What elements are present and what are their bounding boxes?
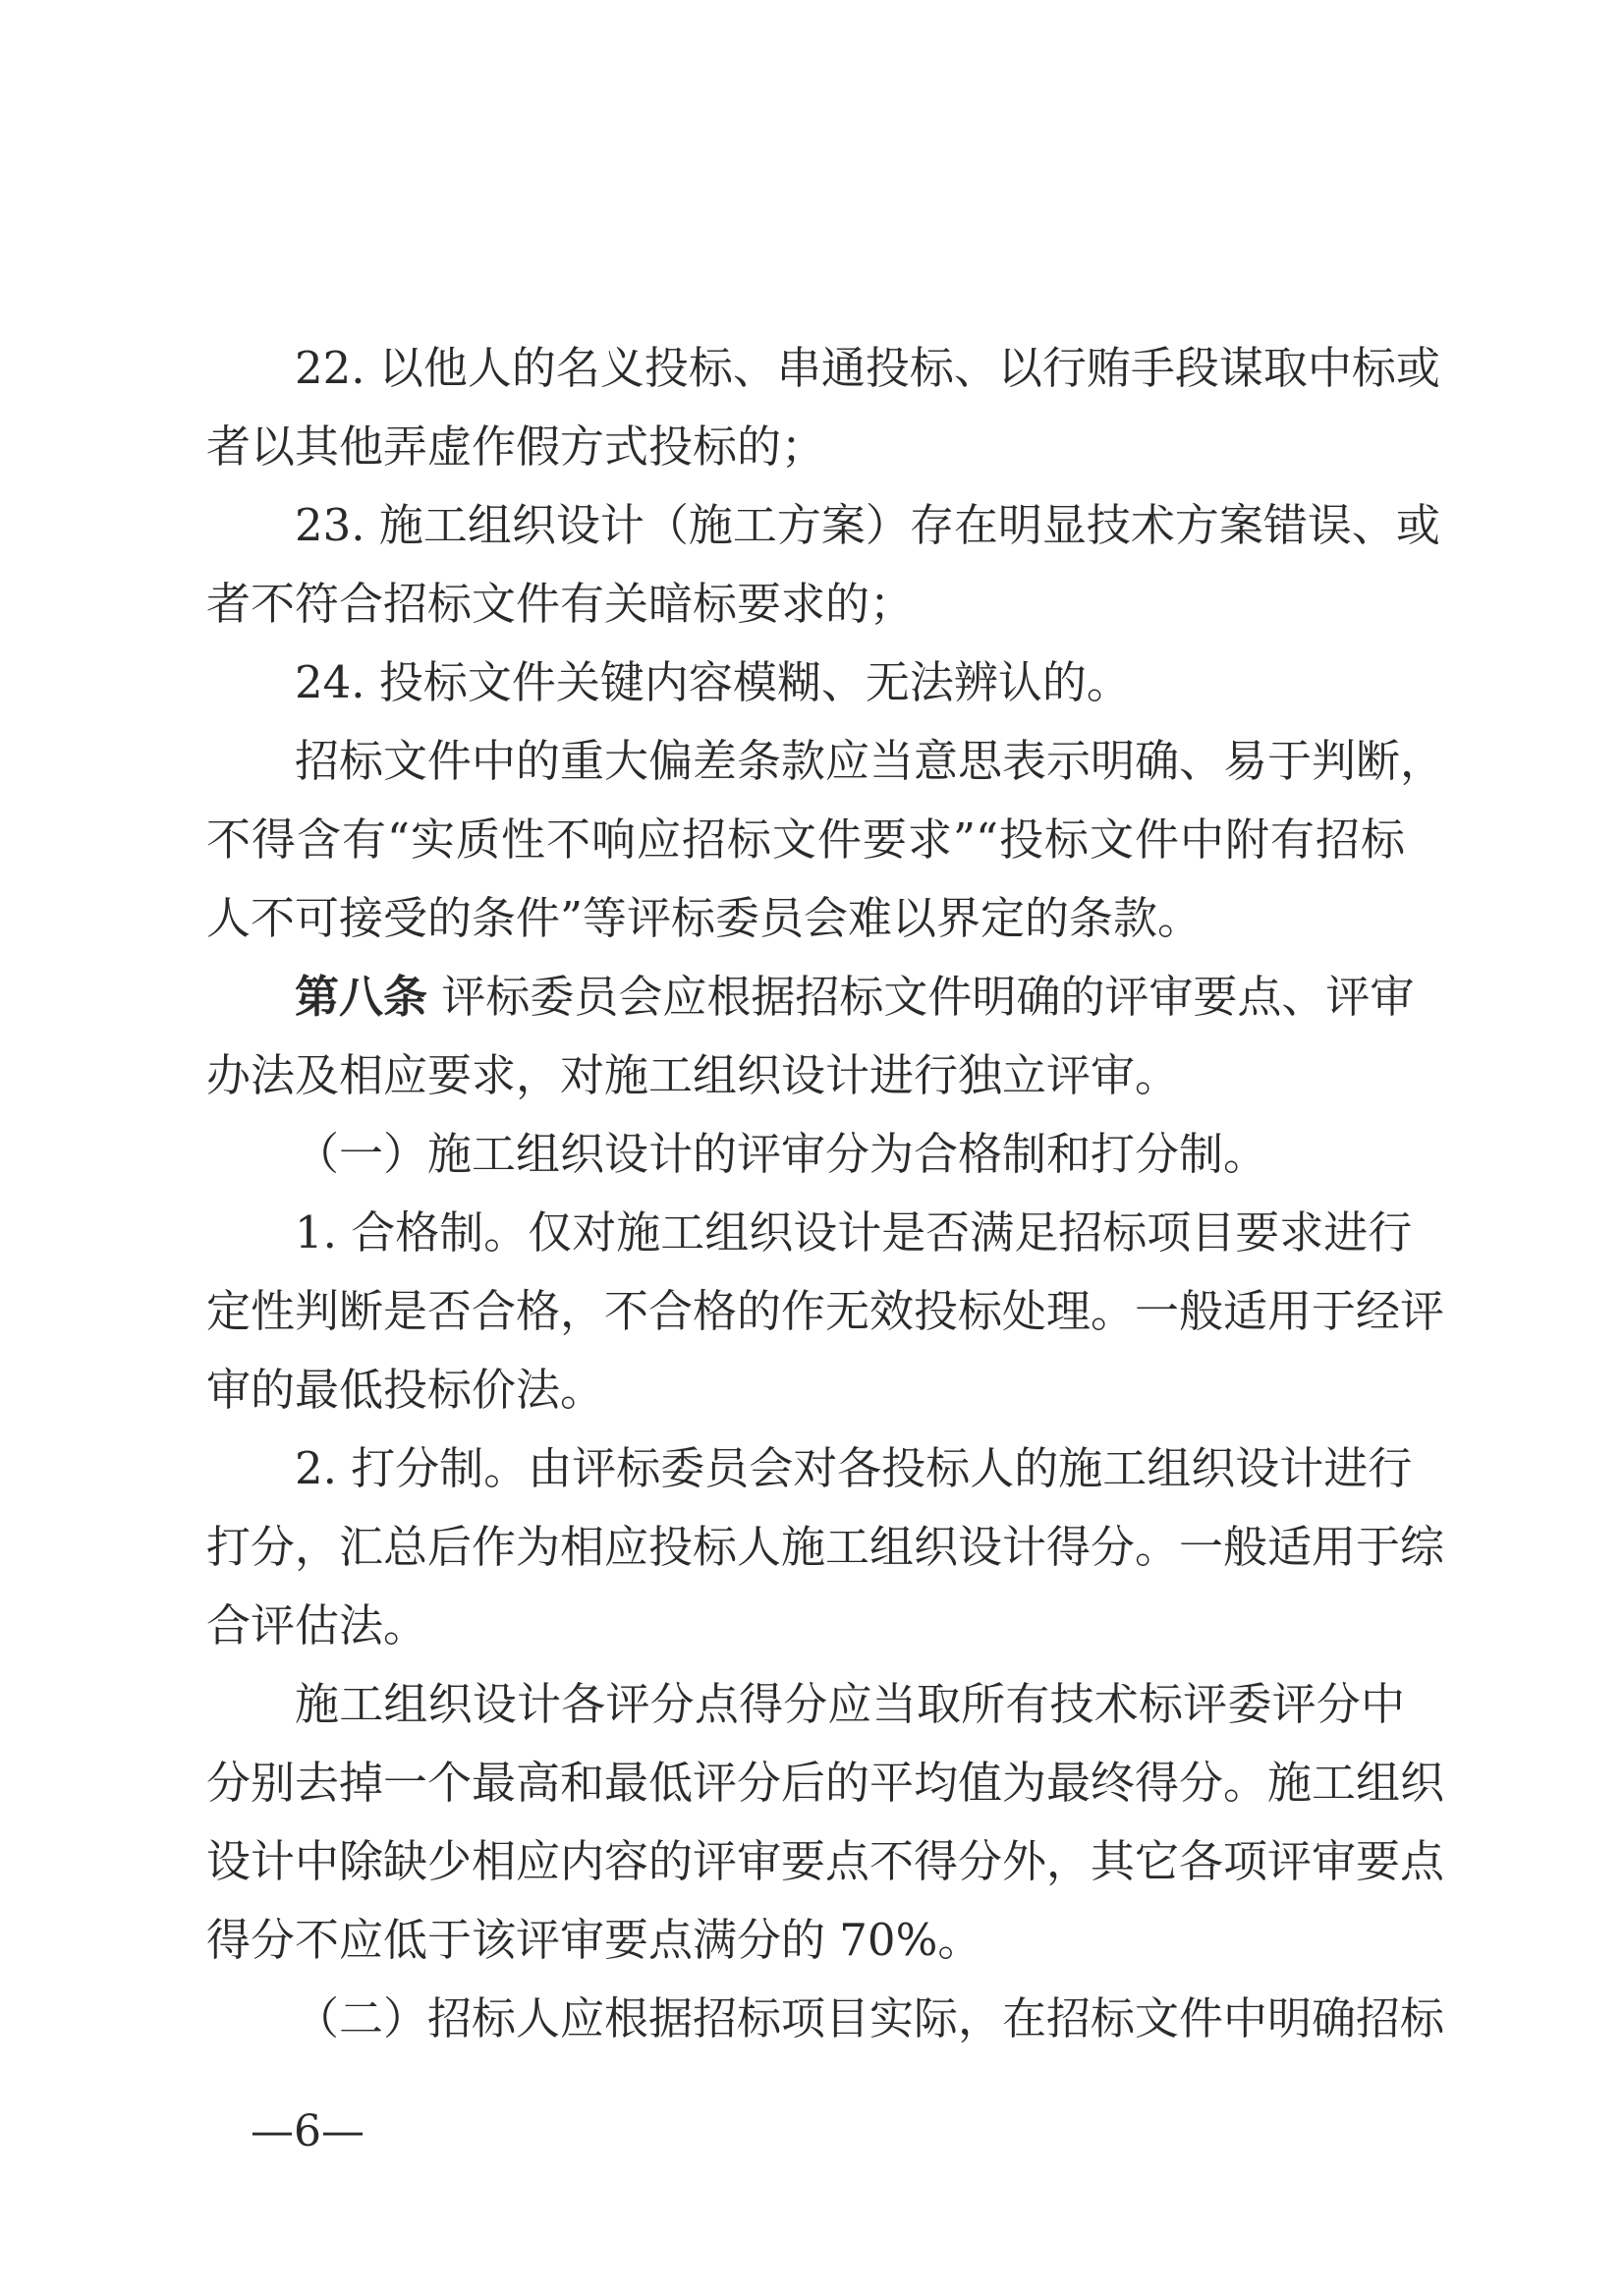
article-8-heading: 第八条 (295, 971, 428, 1023)
paragraph-23-line-2: 者不符合招标文件有关暗标要求的； (206, 578, 915, 630)
paragraph-23-line-1: 23. 施工组织设计（施工方案）存在明显技术方案错误、或 (295, 499, 1440, 551)
section-2-line-1: （二）招标人应根据招标项目实际，在招标文件中明确招标 (295, 1992, 1445, 2044)
paragraph-deviation-line-2: 不得含有“实质性不响应招标文件要求”“投标文件中附有招标 (206, 813, 1405, 866)
paragraph-deviation-line-1: 招标文件中的重大偏差条款应当意思表示明确、易于判断， (295, 735, 1445, 787)
paragraph-22-line-2: 者以其他弄虚作假方式投标的； (206, 420, 826, 473)
item-2-line-1: 2. 打分制。由评标委员会对各投标人的施工组织设计进行 (295, 1442, 1413, 1494)
scoring-line-3: 设计中除缺少相应内容的评审要点不得分外，其它各项评审要点 (206, 1835, 1445, 1887)
paragraph-24-line-1: 24. 投标文件关键内容模糊、无法辨认的。 (295, 656, 1131, 708)
scoring-line-4: 得分不应低于该评审要点满分的 70%。 (206, 1914, 982, 1966)
scoring-line-2: 分别去掉一个最高和最低评分后的平均值为最终得分。施工组织 (206, 1757, 1445, 1809)
paragraph-deviation-line-3: 人不可接受的条件”等评标委员会难以界定的条款。 (206, 892, 1203, 944)
item-2-line-2: 打分，汇总后作为相应投标人施工组织设计得分。一般适用于综 (206, 1521, 1445, 1573)
section-1-line-1: （一）施工组织设计的评审分为合格制和打分制。 (295, 1128, 1268, 1180)
article-8-text: 评标委员会应根据招标文件明确的评审要点、评审 (441, 971, 1415, 1023)
item-1-line-1: 1. 合格制。仅对施工组织设计是否满足招标项目要求进行 (295, 1206, 1413, 1259)
paragraph-22-line-1: 22. 以他人的名义投标、串通投标、以行贿手段谋取中标或 (295, 342, 1440, 394)
article-8-line-1 (295, 968, 1415, 1027)
article-8-line-2: 办法及相应要求，对施工组织设计进行独立评审。 (206, 1049, 1180, 1101)
item-2-line-3: 合评估法。 (206, 1599, 428, 1651)
scoring-line-1: 施工组织设计各评分点得分应当取所有技术标评委评分中 (295, 1678, 1405, 1730)
item-1-line-2: 定性判断是否合格，不合格的作无效投标处理。一般适用于经评 (206, 1285, 1445, 1337)
item-1-line-3: 审的最低投标价法。 (206, 1364, 605, 1416)
page-number: —6— (251, 2106, 364, 2156)
